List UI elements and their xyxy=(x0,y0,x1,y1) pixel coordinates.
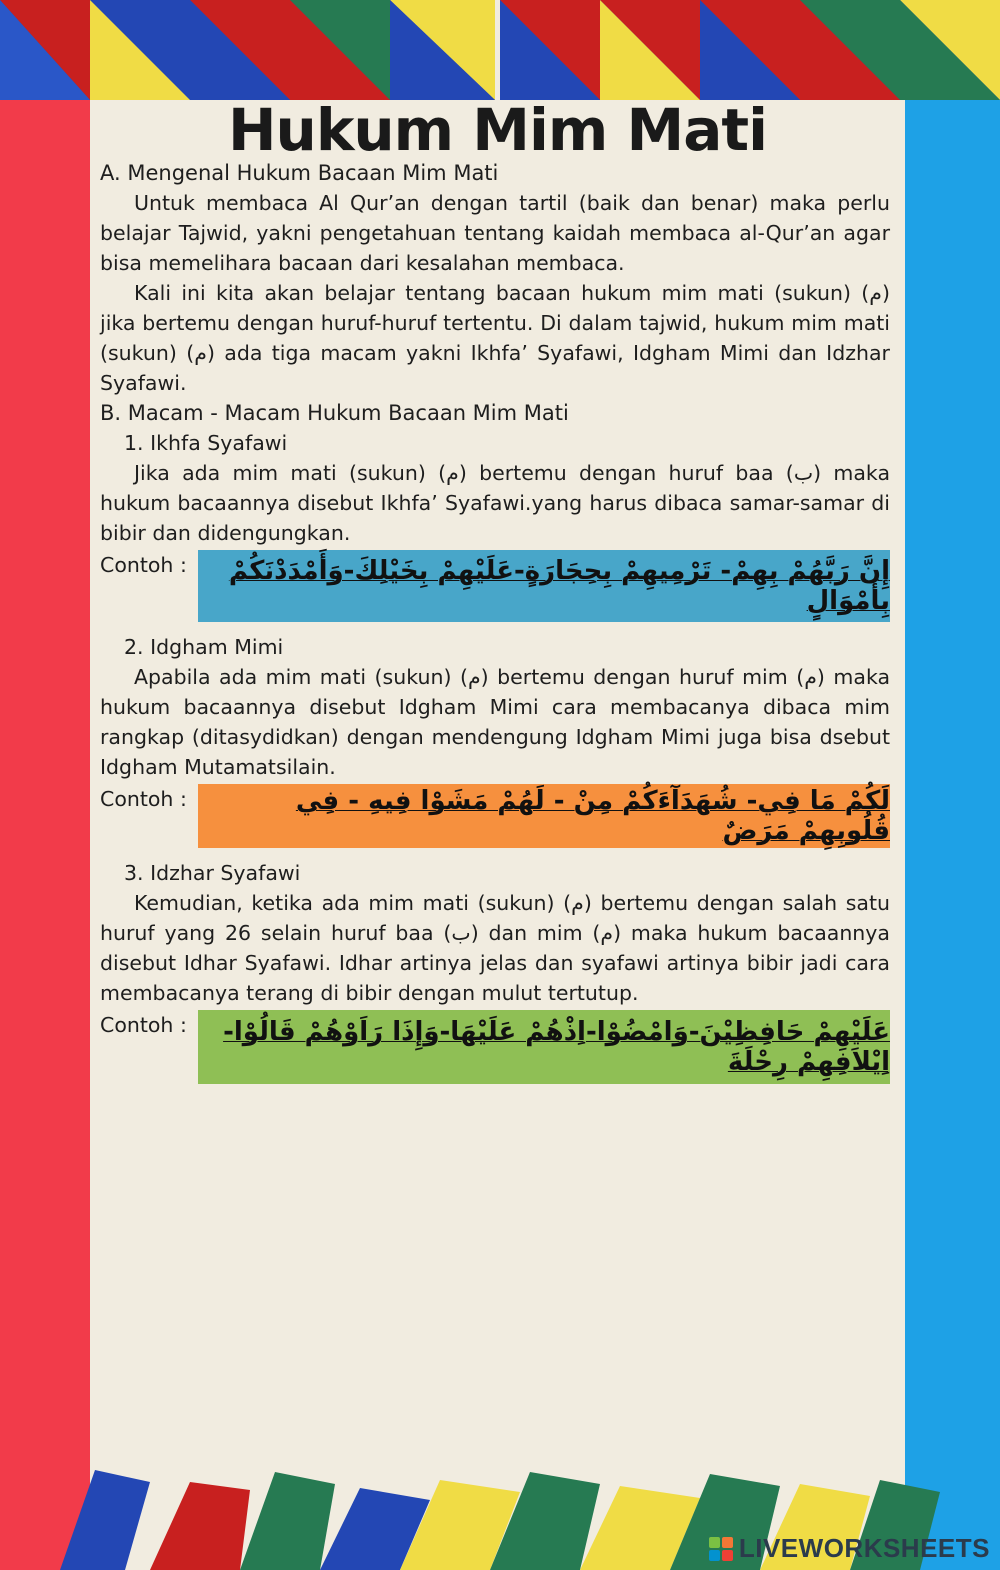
example-label: Contoh : xyxy=(100,787,187,811)
watermark-text: LIVEWORKSHEETS xyxy=(738,1533,990,1563)
top-pattern xyxy=(0,0,1000,100)
section-a-paragraph-2: Kali ini kita akan belajar tentang bacaan hukum mim mati (sukun) (م) jika bertemu dengan huruf-huruf tertentu. Di dalam tajwid, hukum mim mati (sukun) (م) ada tiga macam yakni Ikhfa’ Syafawi, Idgham Mimi dan Idzhar Syafawi. xyxy=(100,281,890,395)
right-border xyxy=(905,100,1000,1570)
example-label: Contoh : xyxy=(100,1013,187,1037)
item-2-text: Apabila ada mim mati (sukun) (م) bertemu dengan huruf mim (م) maka hukum bacaannya disebut Idgham Mimi cara membacanya dibaca mim rangkap (ditasydidkan) dengan mendengung Idgham Mimi juga bisa dsebut Idgham Mutamatsilain. xyxy=(100,665,891,779)
section-a-paragraph-1: Untuk membaca Al Qur’an dengan tartil (baik dan benar) maka perlu belajar Tajwid, yakni pengetahuan tentang kaidah membaca al-Qur’an agar bisa memelihara bacaan dari kesalahan membaca. xyxy=(100,191,890,275)
item-1-example xyxy=(100,550,890,622)
item-3-text: Kemudian, ketika ada mim mati (sukun) (م) bertemu dengan salah satu huruf yang 26 selain huruf baa (ب) dan mim (م) maka hukum bacaannya disebut Idhar Syafawi. Idhar artinya jelas dan syafawi artinya bibir jadi cara membacanya terang di bibir dengan mulut tertutup. xyxy=(100,891,890,1005)
item-1-title: 1. Ikhfa Syafawi xyxy=(124,431,288,455)
example-label: Contoh : xyxy=(100,553,187,577)
item-1-text: Jika ada mim mati (sukun) (م) bertemu dengan huruf baa (ب) maka hukum bacaannya disebut Ikhfa’ Syafawi.yang harus dibaca samar-samar di bibir dan didengungkan. xyxy=(100,461,891,545)
item-2-example xyxy=(100,784,890,848)
section-a-heading: A. Mengenal Hukum Bacaan Mim Mati xyxy=(100,161,499,185)
arabic-example-box: لَكُمْ مَا فِي- شُهَدَآءَكُمْ مِنْ - لَهُمْ مَشَوْا فِيهِ - فِي قُلُوبِهِمْ مَرَضٌ xyxy=(198,784,890,848)
watermark[interactable] xyxy=(709,1533,990,1564)
arabic-example-box: عَلَيْهِمْ حَافِظِيْنَ-وَامْضُوْا-اِذْهُمْ عَلَيْهَا-وَإِذَا رَاَوْهُمْ قَالُوْا-اِيْلاَفِهِمْ رِحْلَةَ xyxy=(198,1010,890,1084)
content xyxy=(100,158,890,1094)
page-title: Hukum Mim Mati xyxy=(227,96,767,164)
left-border xyxy=(0,100,90,1570)
item-3-title: 3. Idzhar Syafawi xyxy=(124,861,301,885)
item-2-title: 2. Idgham Mimi xyxy=(124,635,284,659)
liveworksheets-logo-icon xyxy=(709,1537,733,1561)
arabic-example-box: إِنَّ رَبَّهُمْ بِهِمْ- تَرْمِيهِمْ بِحِجَارَةٍ-عَلَيْهِمْ بِخَيْلِكَ-وَأَمْدَدْنَكُمْ بِأَمْوَالٍ xyxy=(198,550,890,622)
section-b-heading: B. Macam - Macam Hukum Bacaan Mim Mati xyxy=(100,401,569,425)
item-3-example xyxy=(100,1010,890,1084)
